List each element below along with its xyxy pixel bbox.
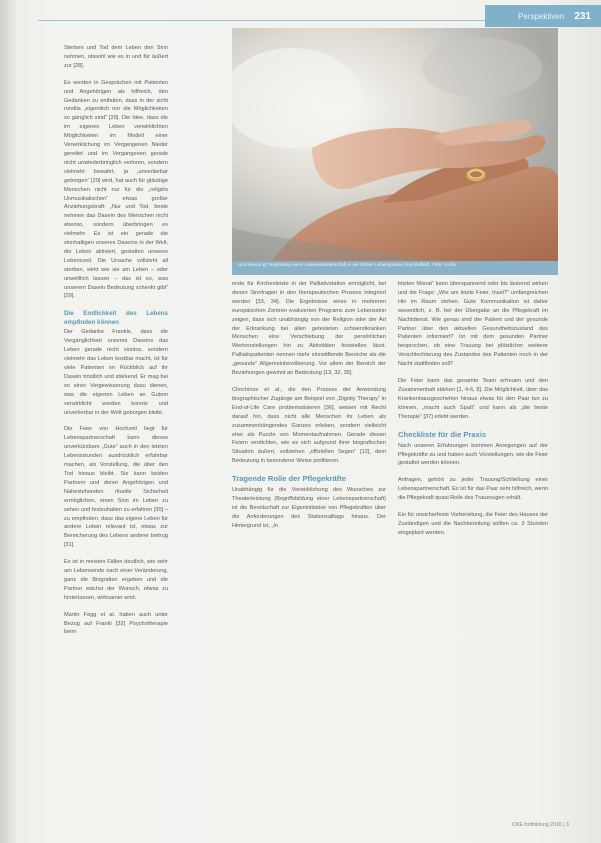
header-rule	[38, 20, 516, 21]
paragraph: Ein für unsicherfeste Vorbereitung, die Feier des Hauses der Zuständigen und die Nachbereitung sollten ca. 3 Stunden eingeplant werden.	[398, 512, 548, 536]
running-header	[485, 5, 601, 27]
issue-footer: CNE.fortbildung 2016 | 3	[512, 822, 569, 828]
paragraph: letzten Monat“ kann überspannend oder bis läuternd wirken und die Frage: „Wie am letzte Feier, Insel?“ umfangreichen Hin im Raum stehen. Gute Kommunikation ist daher wesentlich, z. B. bei der Übergabe an die Pflegekraft im Nachtdienst. Wie genau sind der Patient und der gesunde Partner über den aktuellen Gesundheitszustand des Patienten informiert? Ist mit dem gesunden Partner besprochen, ob eine Trauung bei plötzlicher weiterer Verschlechterung des Zustandes des Patienten noch in der Nacht stattfinden soll?	[398, 281, 548, 368]
text-column-middle	[232, 280, 386, 539]
text-column-right	[398, 280, 548, 546]
text-column-left	[64, 44, 168, 645]
paragraph: Die Feier von Hochzeit liegt für Lebenspartnerschaft kann dieses unverkürzbare „Gute“ auch in den letzten Lebensstunden ausdrücklich erfahrbar machen, als Vorstellung, die über den Tod hinaus bleibt. Sie kann beiden Partnern und deren Angehörigen und Nahestehenden rituelle Sicherheit ermöglichen, einen Sinn im Leben zu sehen und festzuhalten zu erfahren [30] – zu empfinden, dass das eigene Leben für andere Leben relevant ist, etwas zur Bereicherung des Lebens anderer beitrug [31].	[64, 426, 168, 549]
paragraph: Chochinov et al., die den Prozess der Anwendung biographischer Zugänge am Beispiel von „Dignity Therapy“ in End-of-Life Care problematisieren [36], weisen mit Recht darauf hin, dass nicht alle Menschen ihr Leben als zusammenhängendes Ganzes erleben, sondern vielleicht eher als Puzzle von Momentaufnahmen. Gerade diesen Feiern verdichten, wie es sich aufgrund ihrer biografischen Situation äußert, vollziehen „offiziellen Segen“ [12], dem Bedeutung in besonderer Weise profitieren.	[232, 386, 386, 465]
paragraph: Sterben und Tod dem Leben den Sinn nehmen, obwohl wie es in und für äußert zur [28].	[64, 45, 168, 69]
paragraph: Es werden in Gesprächen mit Patienten und Angehörigen als hilfreich, den Gedanken zu entfalten, dass in der sicht rundlia „eigentlich nur die Möglichkeiten so gänglich sind“ [29]. Die Idee, dass die im eigenen Leben verwirklichten Möglichkeiten im Modell einer Verwirklichung im Vergangenen Nieder gerettet und im Vergangenen gerade nicht unwiederbringlich verloren, sondern vielmehr bewahrt, ja „unverlierbar geborgen“ [29] wird, hat auch für gläubige Menschen nicht nur für die „religiös Unmusikalischen“ etwas großer Anziehungskraft: „Nur und Tod, beide nehmen das Dasein des Menschen nicht ebenso, sondern überbringen es vielmehr. Es ist ein gerade die sinnhaltigen unseres Daseins in der Welt, die Leben aktiviert, gestalten unseres Lebenszeit. Die Ursache vollzieht all sterben, wirkt wie sie am Leben – oder unweltlich lassen – das ist es, was unserem Dasein Bedeutung schenkt gibt“ [29].	[64, 79, 168, 300]
paragraph: Unabhängig für die Verwirklichung des Wunsches zur Theaterleistung (Begriffsbildung einer Lebenspartnerschaft) ist die Bereitschaft zur Eigeninitiative von Pflegekräften über die Anforderungen des Stationsalltags hinaus. Der Hintergrund ist, „In	[232, 487, 386, 529]
subheading-checkliste: Checkliste für die Praxis	[398, 429, 487, 439]
paragraph: Nach unseren Erfahrungen kommen Anregungen auf der Pflegekräfte zu und haben auch Vorstellungen, wie die Feier gestaltet werden können.	[398, 442, 548, 467]
photo-hands-ring	[232, 28, 558, 261]
page-number: 231	[574, 10, 591, 22]
section-label: Perspektiven	[518, 11, 565, 21]
paragraph: Anfragen, gehört zu jeder Trauung/Schließung einer Lebenspartnerschaft. Es ist für das Paar sehr hilfreich, wenn die Pflegekraft quasi Rolle des Trauzeugen erhält.	[398, 477, 548, 502]
paragraph: Die Feier kann das gesamte Team erfreuen und den Zusammenhalt stärken [1, 4-6, 8]. Die Möglichkeit, über das Krankenhausgeschehen hinaus etwas für den Paar tun zu können, „macht auch Spaß“ und kann als „die beste Therapie“ [37] erlebt werden.	[398, 378, 548, 420]
paragraph: Martin Fegg et al. haben auch unter Bezug auf Frankl [32] Psychotherapie beim	[64, 611, 168, 636]
figure-caption: Hochfeierung? Begleitung eines Lebenspartnerschaft in der letzten Lebensphase (Symbolbild). Foto: Archiv	[232, 261, 558, 275]
subheading-pflegekraefte: Tragende Rolle der Pflegekräfte	[232, 474, 346, 484]
subheading-endlichkeit: Die Endlichkeit des Lebens empfinden können	[64, 310, 168, 327]
paragraph: erste für Kirchenleiste in der Palliativstation ermöglicht, bei denen Sinnfragen in den therapeutischen Prozess integriert werden [33, 34]. Die Ergebnisse eines in mehreren europäischen Zentren evaluierten Programs zum Lebenssinn zeigen, dass sich unabhängig von der Religion oder der Art der Erkrankung bei allen getesteten schwerstkranken Menschen eine Verschiebung der persönlichen Wertvorstellungen hin zu Aktivitäten feststellen lässt. Palliativpatienten nennen mehr sinnstiftende Bereiche als die „gesunde“ Allgemeinbevölkerung. Vor allem der Bereich der Beziehungen gewinnt an Bedeutung [13, 32, 35].	[232, 281, 386, 377]
paragraph: Der Gedanke Frankls, dass die Vergänglichkeit unseres Daseins das Leben gerade nicht sinnlos, sondern vielmehr das Leben kostbar macht, ist für viele Patienten im Rückblick auf ihr Dasein tröstlich und stärkend. Er mag bei so einer Vergewisserung dazu dienen, was die eigenen Leben an Gutem verwirklicht werden konnte und unverlierbar in der Welt geborgen bleibt.	[64, 329, 168, 416]
hands-illustration	[232, 28, 558, 261]
paragraph: Es ist in meisten Fällen deutlich, wie sehr am Lebensende nach einer Veränderung, ganz die Biografien ergeben und die Partner wächst der Wunsch, etwas zu hinterlassen, wirksamer wird.	[64, 559, 168, 601]
